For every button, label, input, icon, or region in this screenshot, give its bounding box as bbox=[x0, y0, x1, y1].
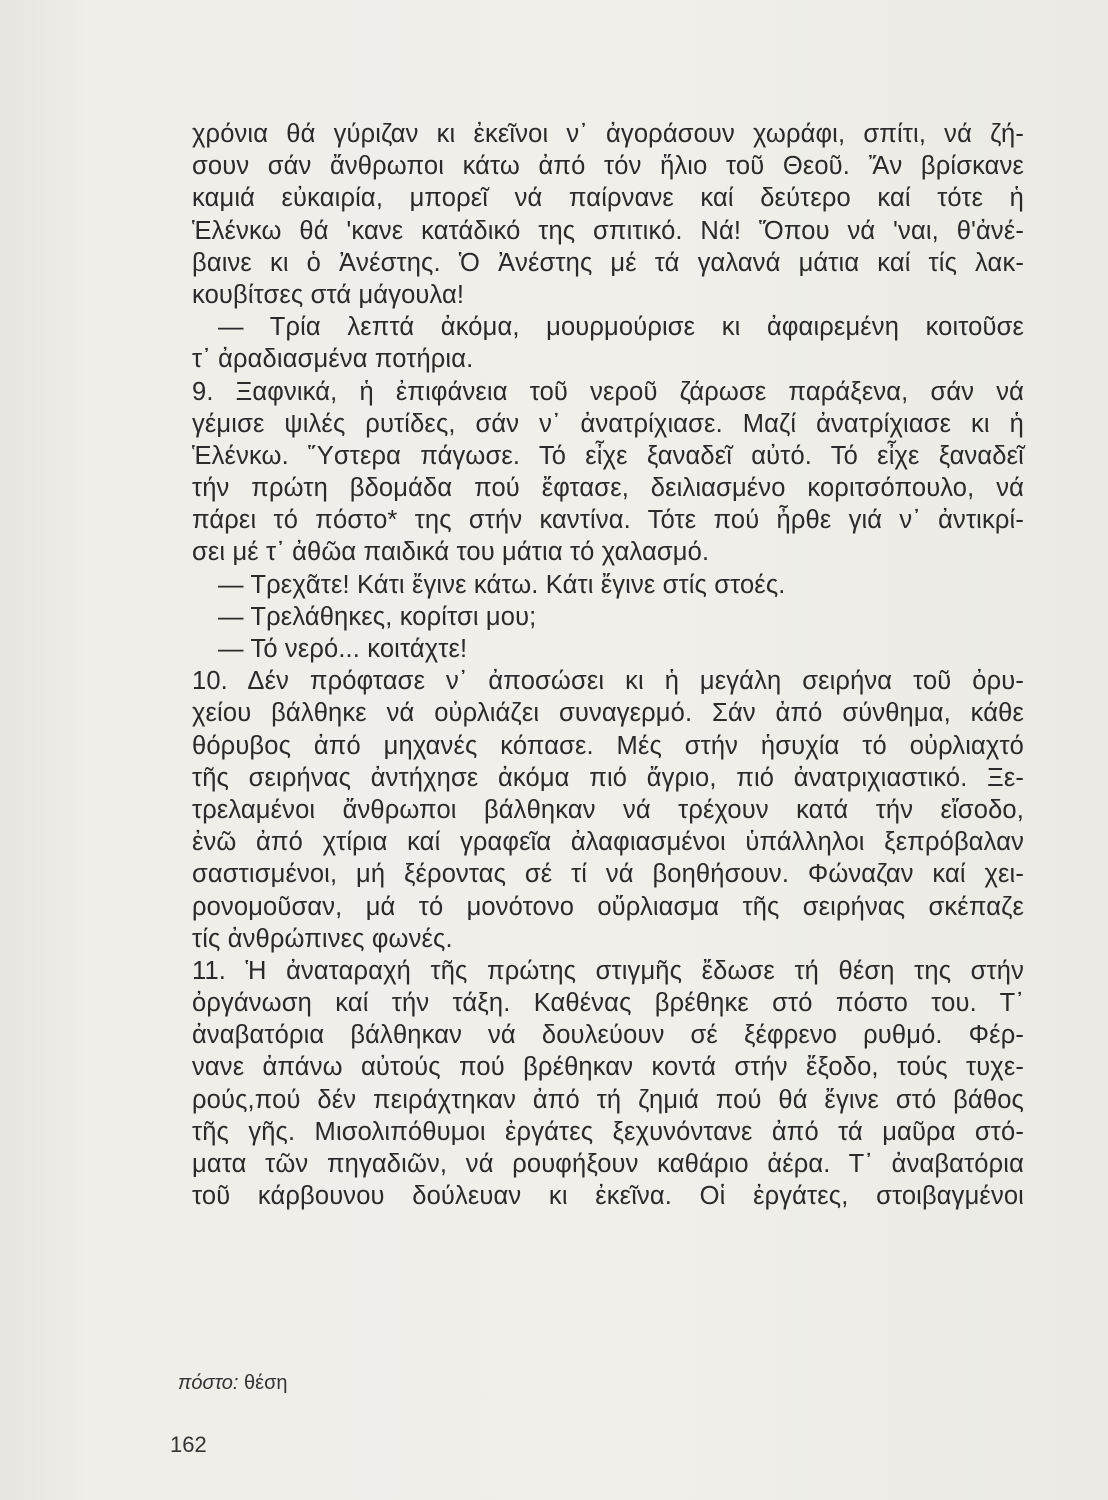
body-text bbox=[192, 118, 1024, 1212]
page-number: 162 bbox=[170, 1432, 207, 1457]
text-line: — Τρεχᾶτε! Κάτι ἔγινε κάτω. Κάτι ἔγινε στίς στοές. bbox=[218, 570, 786, 599]
text-line: θόρυβος ἀπό μηχανές κόπασε. Μές στήν ἡσυχία τό οὐρλιαχτό bbox=[192, 731, 1024, 760]
text-line: πάρει τό πόστο* της στήν καντίνα. Τότε πού ἦρθε γιά ν᾽ ἀντικρί- bbox=[192, 506, 1024, 535]
footnote bbox=[178, 1372, 288, 1395]
text-line: χείου βάλθηκε νά οὐρλιάζει συναγερμό. Σάν ἀπό σύνθημα, κάθε bbox=[192, 699, 1024, 728]
text-line: τ᾽ ἀραδιασμένα ποτήρια. bbox=[192, 345, 474, 374]
text-line: ματα τῶν πηγαδιῶν, νά ρουφήξουν καθάριο ἀέρα. Τ᾽ ἀναβατόρια bbox=[192, 1150, 1024, 1178]
text-line: Ἑλένκω θά 'κανε κατάδικό της σπιτικό. Νά! Ὅπου νά 'ναι, θ'ἀνέ- bbox=[192, 216, 1024, 245]
text-line: τίς ἀνθρώπινες φωνές. bbox=[192, 924, 453, 953]
text-line: τοῦ κάρβουνου δούλευαν κι ἐκεῖνα. Οἱ ἐργάτες, στοιβαγμένοι bbox=[192, 1182, 1024, 1211]
text-line: χρόνια θά γύριζαν κι ἐκεῖνοι ν᾽ ἀγοράσουν χωράφι, σπίτι, νά ζή- bbox=[192, 120, 1024, 148]
text-line: βαινε κι ὁ Ἀνέστης. Ὁ Ἀνέστης μέ τά γαλανά μάτια καί τίς λακ- bbox=[192, 248, 1024, 277]
text-line: τρελαμένοι ἄνθρωποι βάλθηκαν νά τρέχουν κατά τήν εἴσοδο, bbox=[192, 795, 1024, 824]
text-line: τῆς σειρήνας ἀντήχησε ἀκόμα πιό ἄγριο, πιό ἀνατριχιαστικό. Ξε- bbox=[192, 763, 1024, 792]
text-line: 11. Ἡ ἀναταραχή τῆς πρώτης στιγμῆς ἔδωσε τή θέση της στήν bbox=[192, 956, 1024, 985]
text-line: σουν σάν ἄνθρωποι κάτω ἀπό τόν ἥλιο τοῦ Θεοῦ. Ἄν βρίσκανε bbox=[192, 152, 1024, 181]
text-line: — Τό νερό... κοιτάχτε! bbox=[218, 635, 468, 663]
text-line: 10. Δέν πρόφτασε ν᾽ ἀποσώσει κι ἡ μεγάλη σειρήνα τοῦ ὀρυ- bbox=[192, 667, 1024, 696]
text-line: ρούς,πού δέν πειράχτηκαν ἀπό τή ζημιά πού θά ἔγινε στό βάθος bbox=[192, 1085, 1024, 1114]
text-line: σαστισμένοι, μή ξέροντας σέ τί νά βοηθήσουν. Φώναζαν καί χει- bbox=[192, 860, 1024, 889]
text-line: — Τρία λεπτά ἀκόμα, μουρμούρισε κι ἀφαιρεμένη κοιτοῦσε bbox=[218, 313, 1024, 342]
text-line: τῆς γῆς. Μισολιπόθυμοι ἐργάτες ξεχυνόντανε ἀπό τά μαῦρα στό- bbox=[192, 1117, 1024, 1146]
text-line: ἀναβατόρια βάλθηκαν νά δουλεύουν σέ ξέφρενο ρυθμό. Φέρ- bbox=[192, 1021, 1024, 1050]
footnote-definition: θέση bbox=[244, 1372, 288, 1394]
text-line: Ἑλένκω. Ὕστερα πάγωσε. Τό εἶχε ξαναδεῖ αὐτό. Τό εἶχε ξαναδεῖ bbox=[192, 441, 1024, 470]
text-line: σει μέ τ᾽ ἀθῶα παιδικά του μάτια τό χαλασμό. bbox=[192, 538, 710, 567]
text-line: γέμισε ψιλές ρυτίδες, σάν ν᾽ ἀνατρίχιασε. Μαζί ἀνατρίχιασε κι ἡ bbox=[192, 409, 1024, 438]
text-line: νανε ἀπάνω αὐτούς πού βρέθηκαν κοντά στήν ἔξοδο, τούς τυχε- bbox=[192, 1053, 1024, 1082]
text-line: — Τρελάθηκες, κορίτσι μου; bbox=[218, 602, 537, 631]
text-line: ὀργάνωση καί τήν τάξη. Καθένας βρέθηκε στό πόστο του. Τ᾽ bbox=[192, 989, 1024, 1018]
text-line: κουβίτσες στά μάγουλα! bbox=[192, 280, 465, 309]
text-line: ρονομοῦσαν, μά τό μονότονο οὔρλιασμα τῆς σειρήνας σκέπαζε bbox=[192, 892, 1024, 921]
text-line: καμιά εὐκαιρία, μπορεῖ νά παίρνανε καί δεύτερο καί τότε ἡ bbox=[192, 184, 1024, 213]
footnote-term: πόστο: bbox=[178, 1372, 239, 1394]
text-line: 9. Ξαφνικά, ἡ ἐπιφάνεια τοῦ νεροῦ ζάρωσε παράξενα, σάν νά bbox=[192, 377, 1024, 406]
text-line: τήν πρώτη βδομάδα πού ἔφτασε, δειλιασμένο κοριτσόπουλο, νά bbox=[192, 474, 1024, 503]
text-line: ἐνῶ ἀπό χτίρια καί γραφεῖα ἀλαφιασμένοι ὑπάλληλοι ξεπρόβαλαν bbox=[192, 828, 1024, 857]
